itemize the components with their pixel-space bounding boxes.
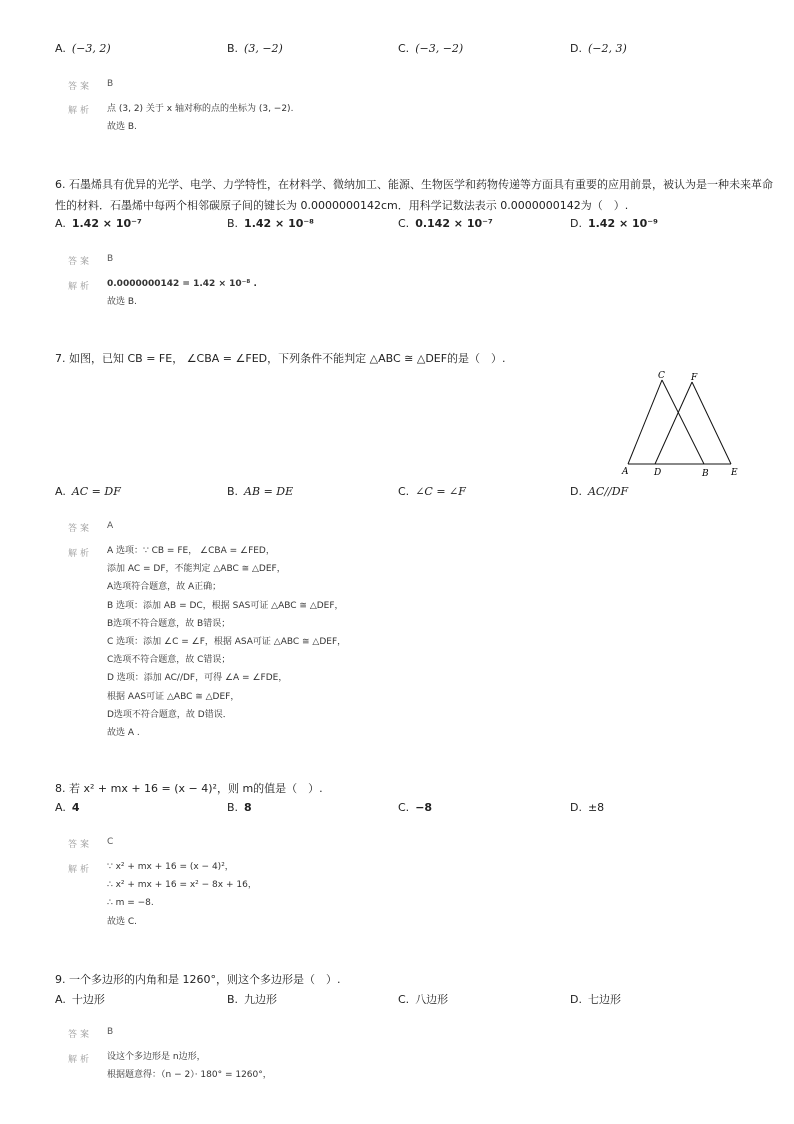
explanation-line: 故选 B. (107, 297, 137, 308)
explanation-line: 根据题意得：（n − 2）· 180° = 1260°， (107, 1070, 272, 1081)
q8-option-d[interactable]: D. ±8 (570, 801, 605, 814)
q5-option-b[interactable]: B. (3, −2) (227, 42, 283, 55)
q5-option-d[interactable]: D. (−2, 3) (570, 42, 627, 55)
q6-option-c[interactable]: C. 0.142 × 10⁻⁷ (398, 217, 493, 230)
q9-option-c[interactable]: C. 八边形 (398, 993, 449, 1006)
q9-analysis-label: 解析 (68, 1055, 93, 1065)
explanation-line: 点 (3, 2) 关于 x 轴对称的点的坐标为 (3, −2). (107, 104, 294, 114)
q7-options (55, 485, 755, 501)
explanation-line: 故选 A . (107, 728, 140, 739)
q9-options (55, 991, 755, 1007)
explanation-line: ∵ x² + mx + 16 = (x − 4)²， (107, 862, 234, 872)
q6-option-b[interactable]: B. 1.42 × 10⁻⁸ (227, 217, 314, 230)
explanation-line: 故选 B. (107, 122, 137, 133)
explanation-line: A 选项：∵ CB = FE， ∠CBA = ∠FED， (107, 546, 275, 556)
q9-stem: 9. 一个多边形的内角和是 1260°，则这个多边形是（ ）. (55, 973, 341, 986)
q5-options (55, 42, 755, 58)
q6-option-d[interactable]: D. 1.42 × 10⁻⁹ (570, 217, 658, 230)
q9-answer-value: B (107, 1027, 114, 1037)
segment-df (655, 382, 692, 464)
explanation-line: 故选 C. (107, 916, 138, 927)
label-e: E (731, 468, 738, 478)
q5-analysis-label: 解析 (68, 106, 93, 116)
q7-answer-label: 答案 (68, 524, 93, 534)
explanation-line: C 选项：添加 ∠C = ∠F，根据 ASA可证 △ABC ≅ △DEF， (107, 637, 347, 648)
label-a: A (622, 467, 629, 477)
q8-option-a[interactable]: A. 4 (55, 801, 80, 814)
q9-option-b[interactable]: B. 九边形 (227, 993, 278, 1006)
q9-option-a[interactable]: A. 十边形 (55, 993, 105, 1006)
explanation-line: ∴ x² + mx + 16 = x² − 8x + 16， (107, 880, 257, 891)
q8-answer-value: C (107, 837, 114, 847)
q7-stem: 7. 如图，已知 CB = FE， ∠CBA = ∠FED，下列条件不能判定 △ABC ≅ △DEF的是（ ）. (55, 352, 506, 365)
q7-option-c[interactable]: C. ∠C = ∠F (398, 485, 466, 498)
explanation-line: 根据 AAS可证 △ABC ≅ △DEF， (107, 691, 240, 702)
q7-explanation (107, 542, 346, 742)
q5-answer-label: 答案 (68, 82, 93, 92)
q8-option-c[interactable]: C. −8 (398, 801, 433, 814)
q8-analysis-label: 解析 (68, 865, 93, 875)
q6-stem-line1: 6. 石墨烯具有优异的光学、电学、力学特性，在材料学、微纳加工、能源、生物医学和药物传递等方面具有重要的应用前景，被认为是一种未来革命 (55, 178, 773, 191)
explanation-line: B 选项：添加 AB = DC，根据 SAS可证 △ABC ≅ △DEF， (107, 600, 344, 611)
explanation-line: 添加 AC = DF，不能判定 △ABC ≅ △DEF， (107, 564, 286, 575)
label-b: B (702, 469, 709, 479)
explanation-line: 设这个多边形是 n边形， (107, 1052, 206, 1062)
q8-options (55, 801, 755, 817)
q9-answer-label: 答案 (68, 1030, 93, 1040)
label-d: D (654, 468, 662, 478)
q6-answer-label: 答案 (68, 257, 93, 267)
explanation-line: A选项符合题意，故 A正确； (107, 582, 222, 593)
q5-explanation (107, 100, 293, 136)
q9-option-d[interactable]: D. 七边形 (570, 993, 621, 1006)
q6-explanation (107, 275, 257, 311)
q5-option-a[interactable]: A. (−3, 2) (55, 42, 111, 55)
q7-triangle-figure (615, 368, 745, 480)
explanation-line: D 选项：添加 AC//DF，可得 ∠A = ∠FDE， (107, 673, 288, 684)
q7-option-a[interactable]: A. AC = DF (55, 485, 121, 498)
explanation-line: D选项不符合题意，故 D错误． (107, 709, 232, 720)
q7-option-d[interactable]: D. AC//DF (570, 485, 629, 498)
q5-option-c[interactable]: C. (−3, −2) (398, 42, 464, 55)
q7-answer-value: A (107, 521, 114, 531)
q6-option-a[interactable]: A. 1.42 × 10⁻⁷ (55, 217, 142, 230)
q6-options (55, 217, 755, 233)
q7-analysis-label: 解析 (68, 549, 93, 559)
q7-option-b[interactable]: B. AB = DE (227, 485, 294, 498)
explanation-line: B选项不符合题意，故 B错误； (107, 618, 231, 629)
q5-answer-value: B (107, 79, 114, 89)
explanation-line: ∴ m = −8. (107, 898, 154, 909)
label-f: F (691, 373, 698, 383)
q8-stem: 8. 若 x² + mx + 16 = (x − 4)²，则 m的值是（ ）. (55, 782, 323, 795)
q6-stem-line2: 性的材料．石墨烯中每两个相邻碳原子间的键长为 0.0000000142cm．用科学记数法表示 0.0000000142为（ ）. (55, 199, 629, 212)
explanation-line: C选项不符合题意，故 C错误； (107, 655, 231, 666)
segment-ac (628, 380, 662, 464)
label-c: C (658, 371, 665, 381)
q8-option-b[interactable]: B. 8 (227, 801, 252, 814)
q6-analysis-label: 解析 (68, 282, 93, 292)
q9-explanation (107, 1048, 272, 1084)
q8-answer-label: 答案 (68, 840, 93, 850)
q6-answer-value: B (107, 254, 114, 264)
segment-cb (662, 380, 704, 464)
explanation-line: 0.0000000142 = 1.42 × 10⁻⁸ . (107, 279, 257, 289)
q8-explanation (107, 858, 257, 931)
